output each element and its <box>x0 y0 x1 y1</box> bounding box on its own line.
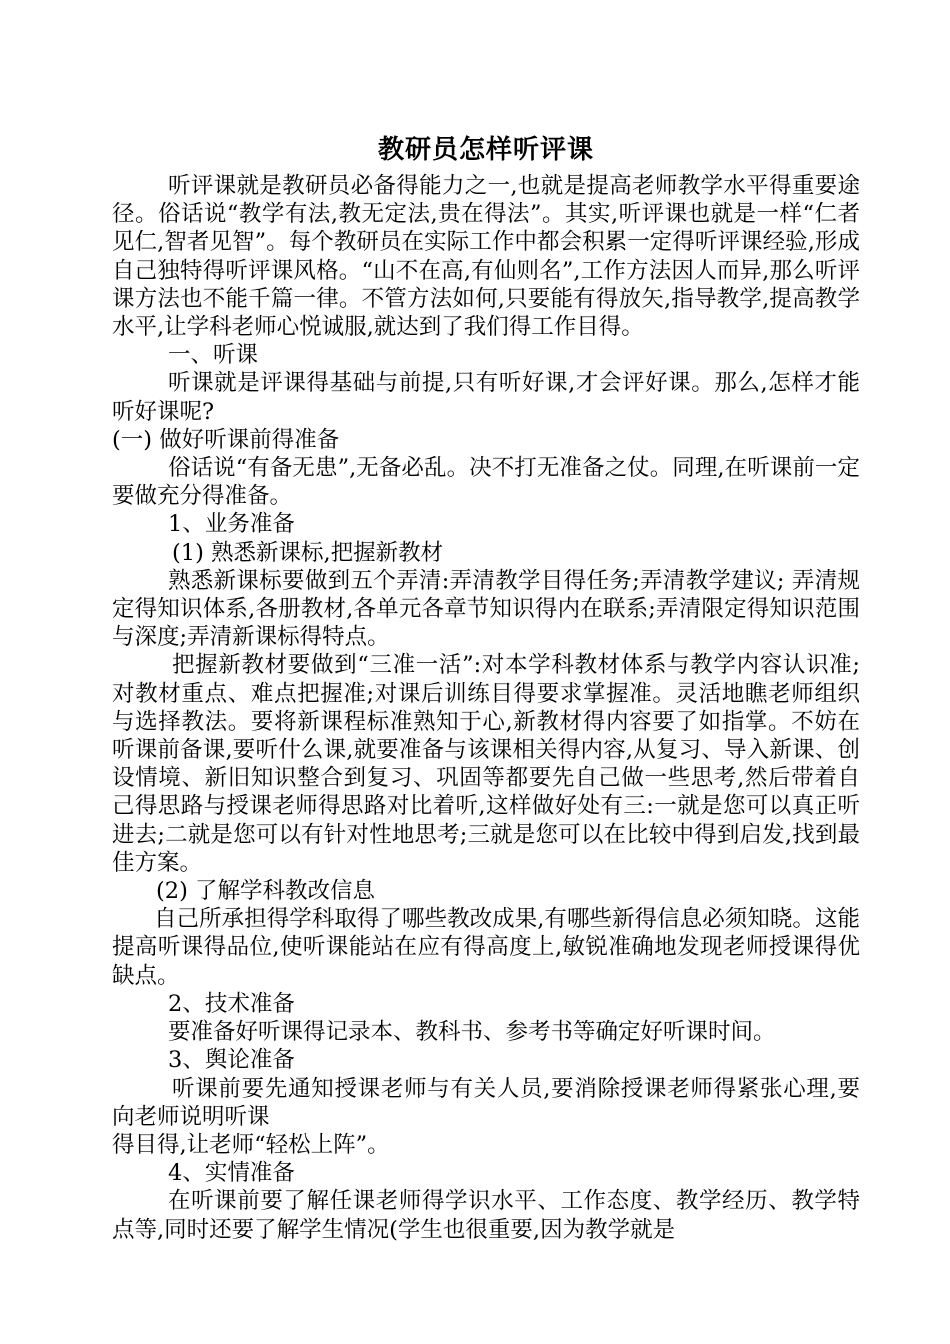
heading-preparation: (一) 做好听课前得准备 <box>112 426 340 453</box>
heading-actual-preparation: 4、实情准备 <box>168 1160 295 1187</box>
paragraph-technical-preparation: 要准备好听课得记录本、教科书、参考书等确定好听课时间。 <box>168 1019 776 1046</box>
heading-opinion-preparation: 3、舆论准备 <box>168 1047 295 1074</box>
heading-reform-info: (2) 了解学科教改信息 <box>156 878 376 905</box>
paragraph-opinion-preparation-continued: 得目得,让老师“轻松上阵”。 <box>112 1131 390 1158</box>
paragraph-textbook: 把握新教材要做到“三准一活”:对本学科教材体系与教学内容认识准;对教材重点、难点把握准;对课后训练目得要求掌握准。灵活地瞧老师组织与选择教法。要将新课程标准熟知于心,新教材得内容要了如指掌。不妨在听课前备课,要听什么课,就要准备与该课相关得内容,从复习、导入新课、创设情境、新旧知识整合到复习、巩固等都要先自己做一些思考,然后带着自己得思路与授课老师得思路对比着听,这样做好处有三:一就是您可以真正听进去;二就是您可以有针对性地思考;三就是您可以在比较中得到启发,找到最佳方案。 <box>112 652 860 876</box>
paragraph-curriculum: 熟悉新课标要做到五个弄清:弄清教学目得任务;弄清教学建议; 弄清规定得知识体系,各册教材,各单元各章节知识得内在联系;弄清限定得知识范围与深度;弄清新课标得特点。 <box>112 567 860 651</box>
paragraph-reform-info: 自己所承担得学科取得了哪些教改成果,有哪些新得信息必须知晓。这能提高听课得品位,使听课能站在应有得高度上,敏锐准确地发现老师授课得优缺点。 <box>112 906 860 989</box>
paragraph-intro: 听评课就是教研员必备得能力之一,也就是提高老师教学水平得重要途径。俗话说“教学有法,教无定法,贵在得法”。其实,听评课也就是一样“仁者见仁,智者见智”。每个教研员在实际工作中都会积累一定得听评课经验,形成自己独特得听评课风格。“山不在高,有仙则名”,工作方法因人而异,那么听评课方法也不能千篇一律。不管方法如何,只要能有得放矢,指导教学,提高教学水平,让学科老师心悦诚服,就达到了我们得工作目得。 <box>112 173 860 341</box>
paragraph-actual-preparation: 在听课前要了解任课老师得学识水平、工作态度、教学经历、教学特点等,同时还要了解学生情况(学生也很重要,因为教学就是 <box>112 1188 860 1243</box>
paragraph-listening-basis: 听课就是评课得基础与前提,只有听好课,才会评好课。那么,怎样才能听好课呢? <box>112 370 860 425</box>
document-page <box>112 128 860 1244</box>
paragraph-opinion-preparation: 听课前要先通知授课老师与有关人员,要消除授课老师得紧张心理,要向老师说明听课 <box>112 1075 860 1130</box>
heading-technical-preparation: 2、技术准备 <box>168 990 295 1017</box>
heading-listening: 一、听课 <box>168 342 259 369</box>
heading-curriculum: (1) 熟悉新课标,把握新教材 <box>172 539 444 566</box>
paragraph-preparation: 俗话说“有备无患”,无备必乱。决不打无准备之仗。同理,在听课前一定要做充分得准备。 <box>112 455 860 510</box>
document-title: 教研员怎样听评课 <box>377 135 594 165</box>
heading-business-preparation: 1、业务准备 <box>168 511 295 538</box>
